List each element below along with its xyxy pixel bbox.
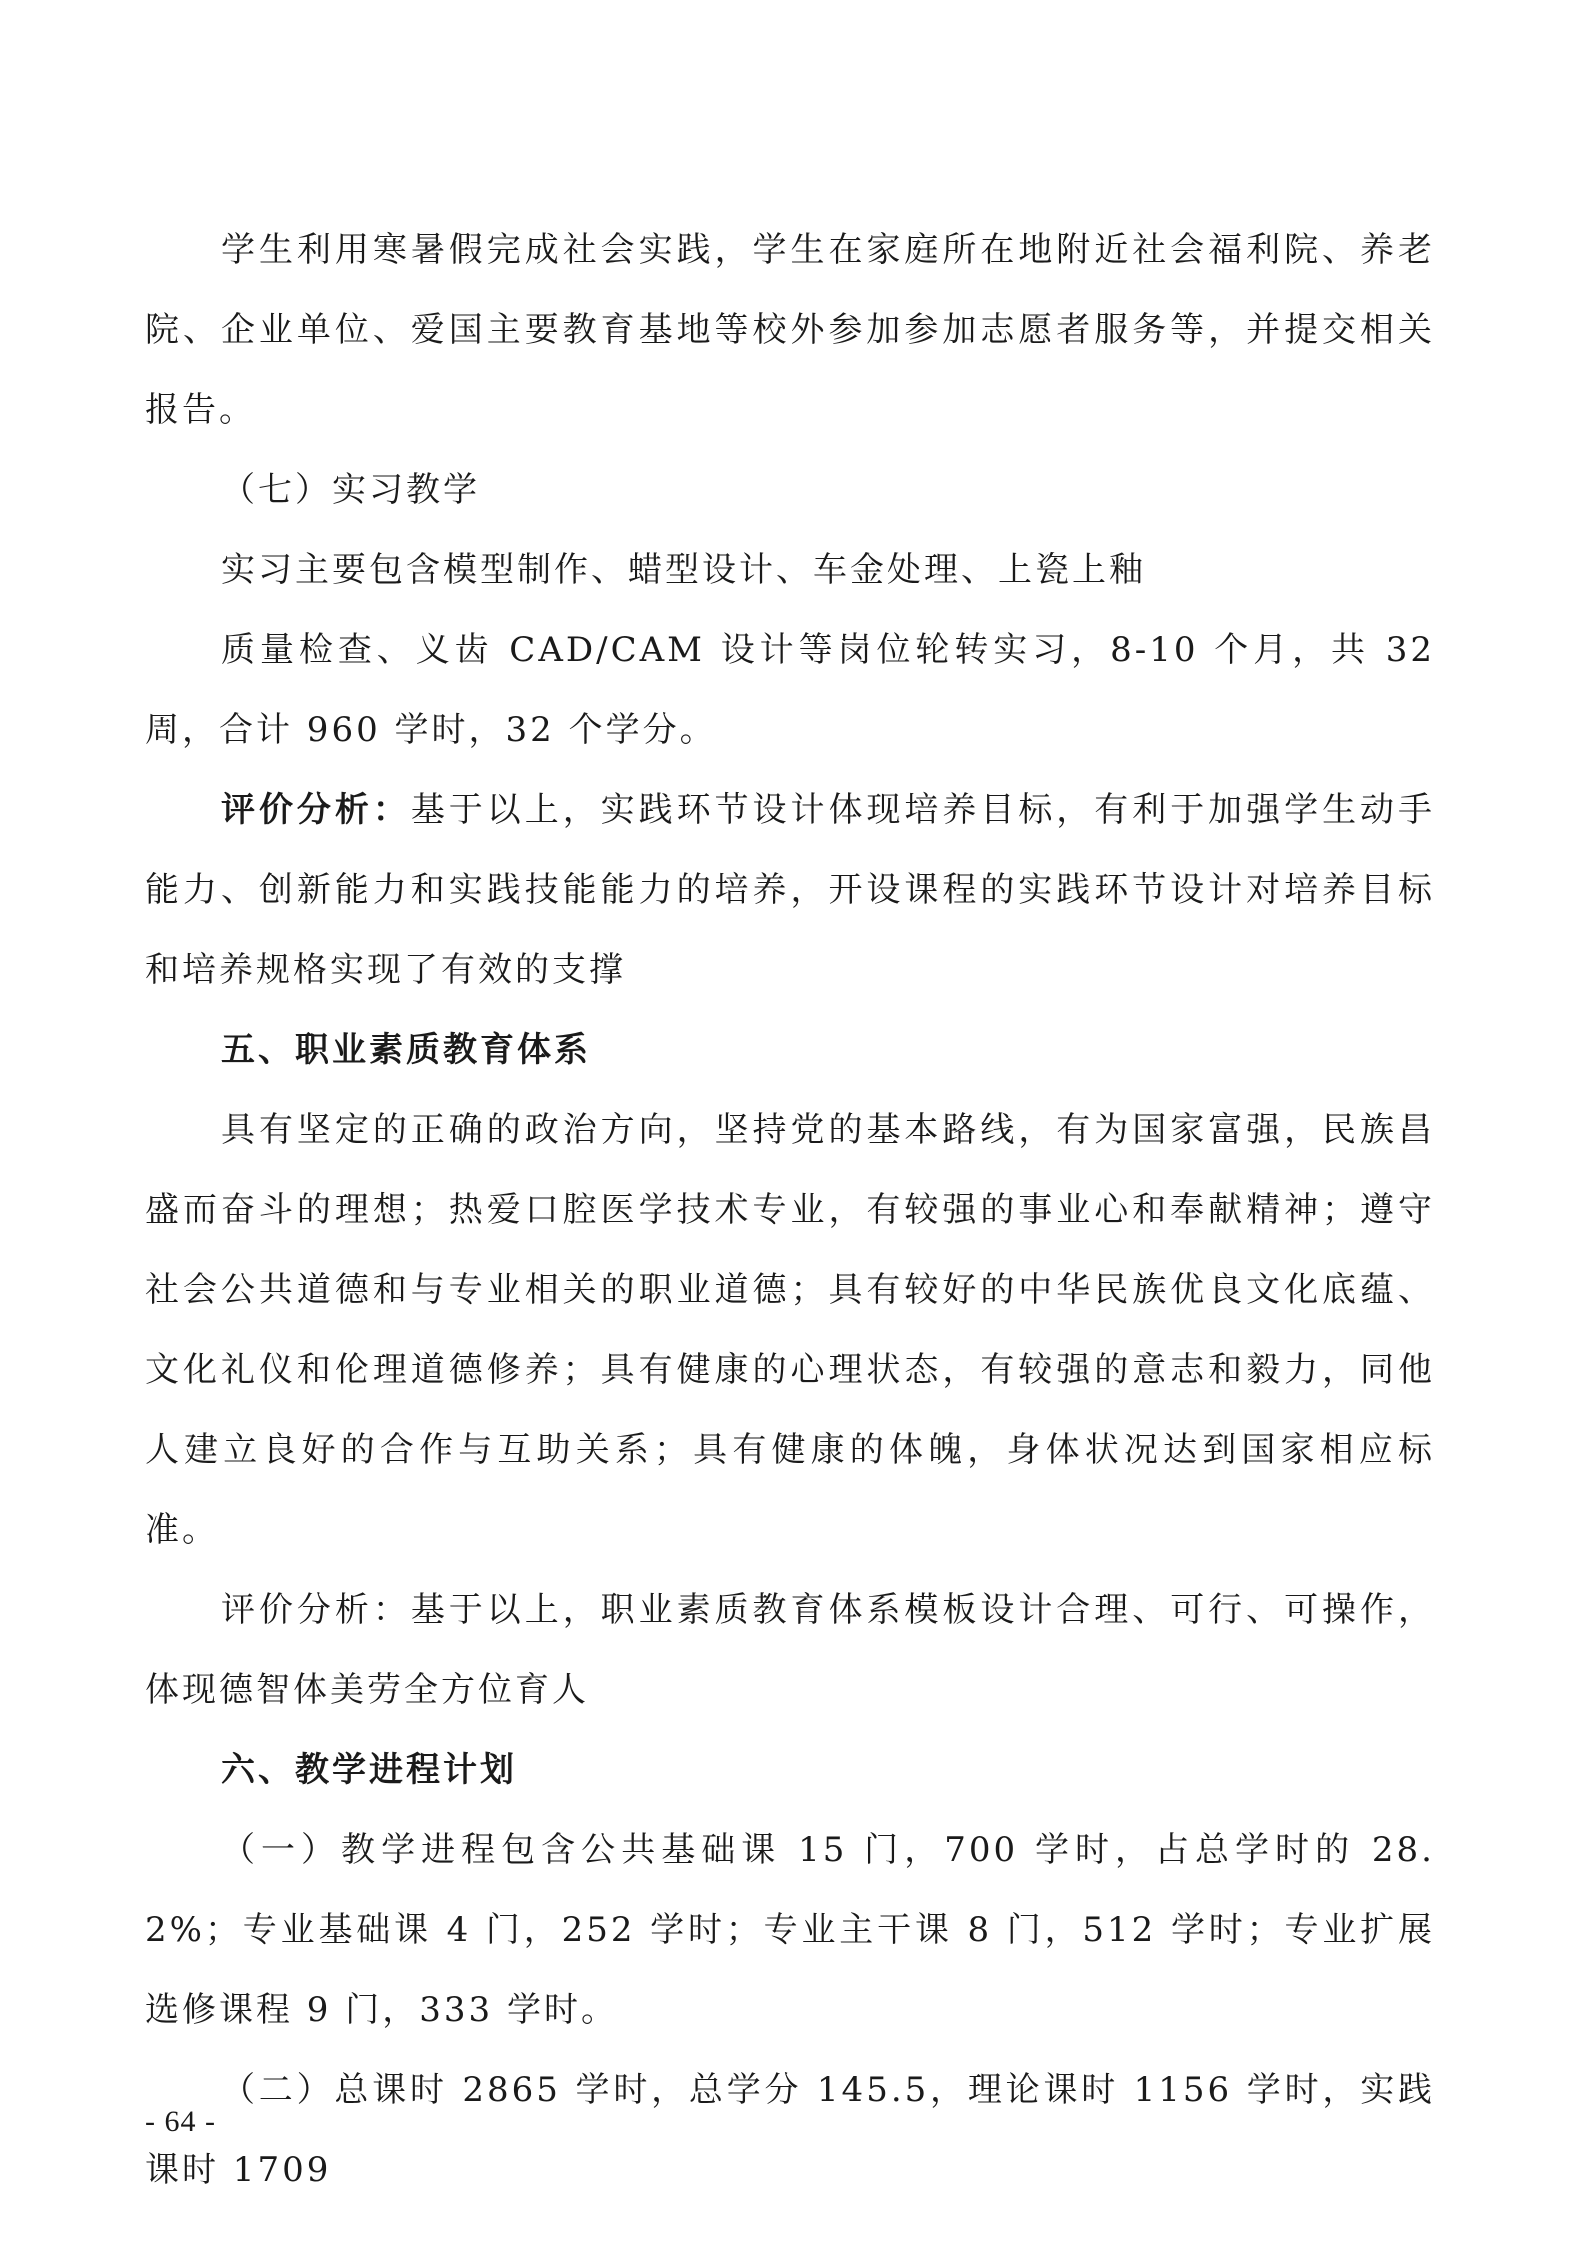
heading-section-5: 五、职业素质教育体系 <box>221 1030 591 1070</box>
paragraph-evaluation-practice <box>145 770 1435 1010</box>
page-number: - 64 - <box>145 2105 216 2138</box>
subheading-internship: （七）实习教学 <box>221 470 480 510</box>
page-body <box>145 210 1435 2210</box>
paragraph-teaching-plan-1: （一）教学进程包含公共基础课 15 门，700 学时，占总学时的 28.2%；专业基础课 4 门，252 学时；专业主干课 8 门，512 学时；专业扩展选修课程 9 门，333 学时。 <box>145 1830 1435 2030</box>
paragraph-social-practice: 学生利用寒暑假完成社会实践，学生在家庭所在地附近社会福利院、养老院、企业单位、爱国主要教育基地等校外参加参加志愿者服务等，并提交相关报告。 <box>145 230 1435 430</box>
heading-section-6: 六、教学进程计划 <box>221 1750 517 1790</box>
paragraph-teaching-plan-2: （二）总课时 2865 学时，总学分 145.5，理论课时 1156 学时，实践课时 1709 <box>145 2070 1435 2190</box>
paragraph-internship-content: 实习主要包含模型制作、蜡型设计、车金处理、上瓷上釉 <box>221 550 1146 590</box>
paragraph-professional-quality: 具有坚定的正确的政治方向，坚持党的基本路线，有为国家富强，民族昌盛而奋斗的理想；热爱口腔医学技术专业，有较强的事业心和奉献精神；遵守社会公共道德和与专业相关的职业道德；具有较好的中华民族优良文化底蕴、文化礼仪和伦理道德修养；具有健康的心理状态，有较强的意志和毅力，同他人建立良好的合作与互助关系；具有健康的体魄，身体状况达到国家相应标准。 <box>145 1110 1435 1550</box>
paragraph-internship-duration: 质量检查、义齿 CAD/CAM 设计等岗位轮转实习，8-10 个月，共 32 周，合计 960 学时，32 个学分。 <box>145 630 1435 750</box>
evaluation-lead: 评价分析： <box>221 790 411 830</box>
paragraph-evaluation-quality: 评价分析：基于以上，职业素质教育体系模板设计合理、可行、可操作，体现德智体美劳全方位育人 <box>145 1590 1435 1710</box>
evaluation-body: 基于以上，实践环节设计体现培养目标，有利于加强学生动手能力、创新能力和实践技能能力的培养，开设课程的实践环节设计对培养目标和培养规格实现了有效的支撑 <box>145 790 1436 990</box>
